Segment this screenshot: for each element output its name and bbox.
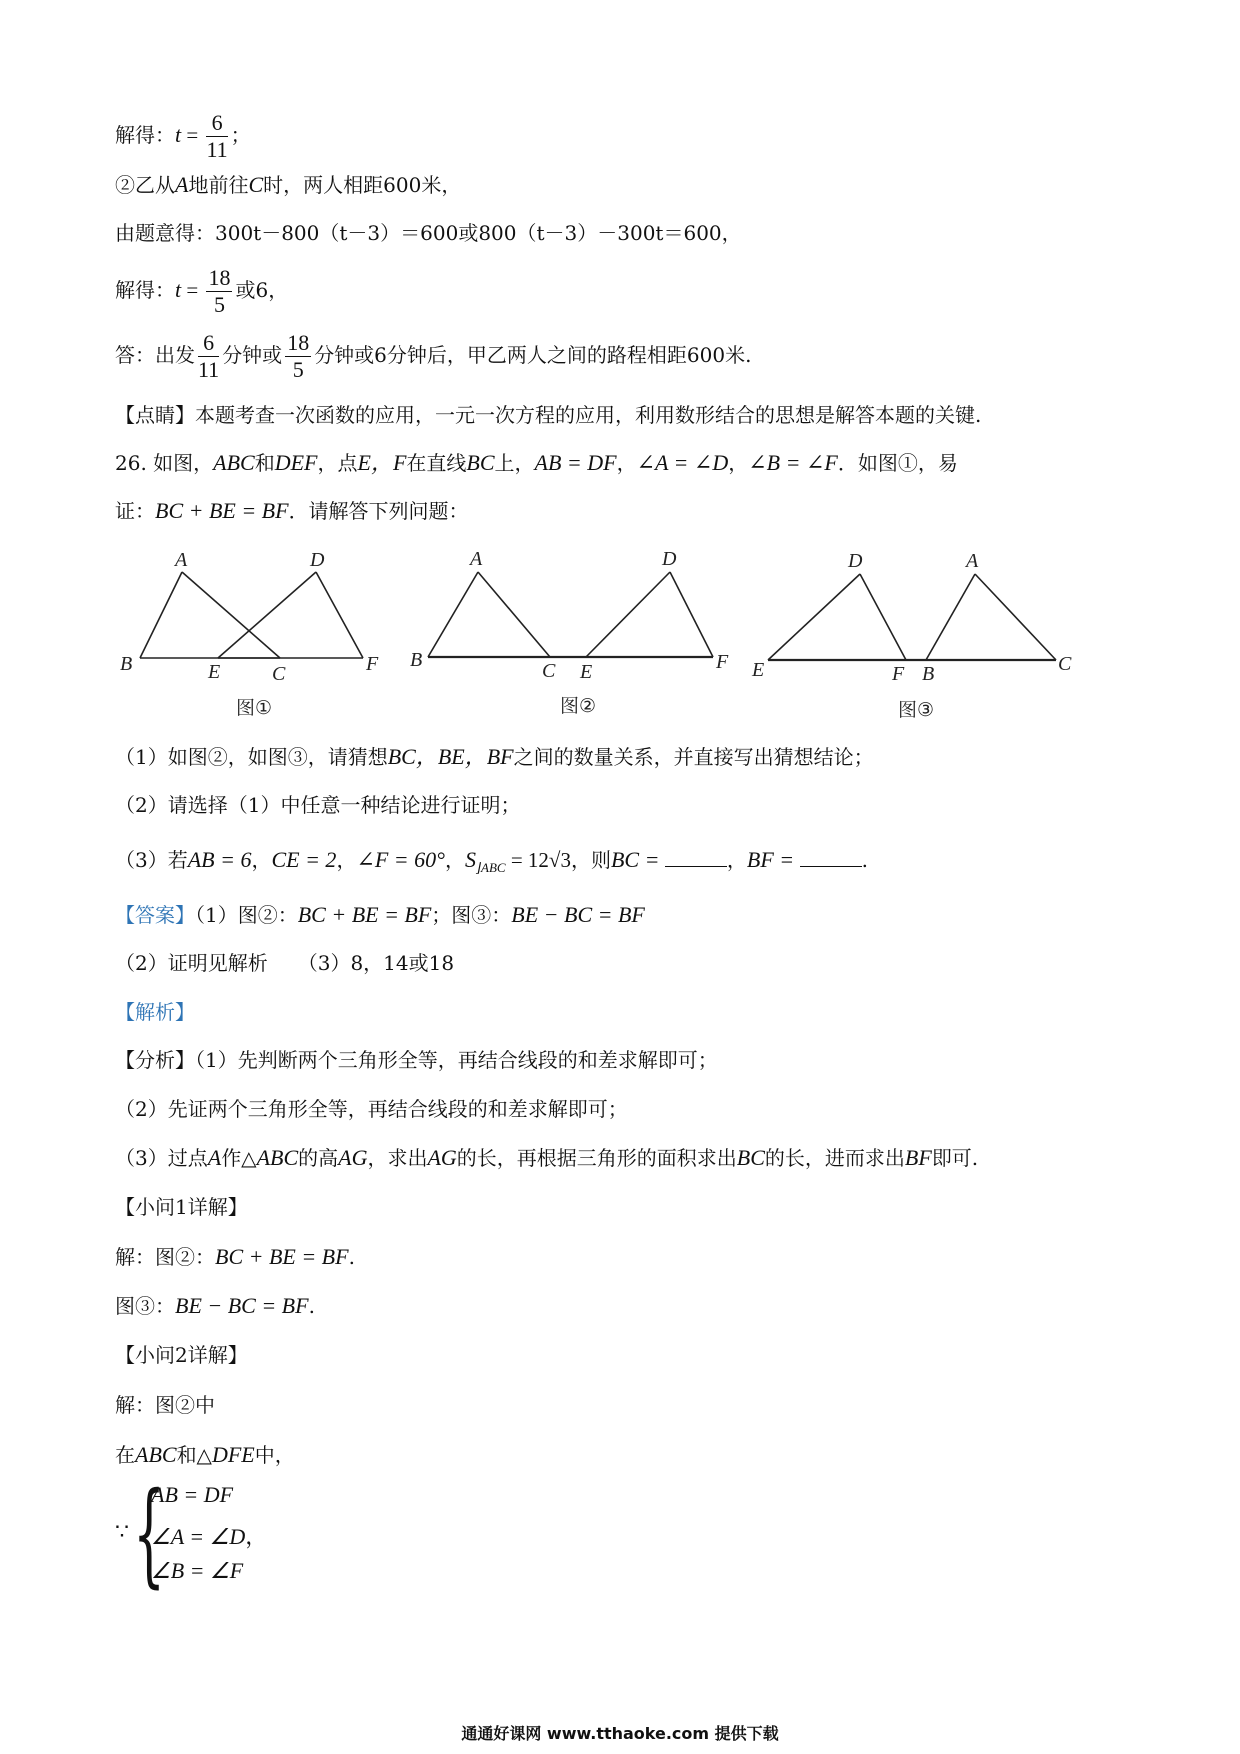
text: 解：图②： bbox=[115, 1245, 215, 1269]
question-1 bbox=[115, 742, 874, 772]
subquestion-1-heading: 【小问1详解】 bbox=[115, 1195, 248, 1219]
area-subscript: ⌋ABC bbox=[475, 860, 506, 875]
text: ．如图①，易 bbox=[837, 451, 958, 475]
denominator: 11 bbox=[206, 137, 228, 162]
text: . bbox=[861, 848, 869, 872]
text: 时，两人相距600米， bbox=[263, 173, 462, 197]
text: 之间的数量关系，并直接写出猜想结论； bbox=[513, 745, 874, 769]
fig3-label-A: A bbox=[966, 550, 979, 572]
analysis-tag: 【解析】 bbox=[115, 1000, 195, 1024]
math: BE − BC = BF bbox=[511, 902, 645, 927]
math: ABC bbox=[135, 1442, 177, 1467]
text: 地前往 bbox=[188, 173, 249, 197]
math: ABC bbox=[256, 1145, 299, 1170]
figure-2 bbox=[428, 572, 713, 657]
math: ∠A = ∠D bbox=[151, 1524, 246, 1549]
math: BF bbox=[904, 1145, 932, 1170]
math: AB = DF bbox=[534, 450, 617, 475]
analysis-1: 【分析】（1）先判断两个三角形全等，再结合线段的和差求解即可； bbox=[115, 1048, 718, 1072]
text: 上， bbox=[494, 451, 535, 475]
text: （1）图②： bbox=[195, 903, 298, 927]
fraction bbox=[198, 330, 219, 383]
fraction bbox=[285, 330, 311, 383]
math: = 12√3 bbox=[505, 848, 571, 872]
fig1-label-A: A bbox=[175, 549, 188, 571]
text: ， bbox=[245, 1524, 268, 1549]
analysis-2: （2）先证两个三角形全等，再结合线段的和差求解即可； bbox=[115, 1097, 628, 1121]
fig3-label-C: C bbox=[1058, 653, 1072, 675]
system-row-2 bbox=[151, 1520, 267, 1551]
answer-line bbox=[115, 330, 751, 383]
var-t: t bbox=[175, 277, 182, 302]
solution-1-line-2 bbox=[115, 1291, 315, 1321]
math: BC，BE，BF bbox=[387, 744, 514, 769]
text: 和△ bbox=[176, 1443, 212, 1467]
numerator: 18 bbox=[208, 265, 231, 290]
math: DEF bbox=[274, 450, 318, 475]
fig2-caption: 图② bbox=[560, 695, 597, 717]
fig1-label-C: C bbox=[272, 663, 286, 685]
math: ∠B = ∠F bbox=[748, 450, 838, 475]
text: 答：出发 bbox=[115, 343, 195, 367]
fig2-label-C: C bbox=[542, 660, 556, 682]
text: 中， bbox=[254, 1443, 295, 1467]
answer-blank-bc[interactable] bbox=[665, 848, 727, 867]
math: BE − BC = BF bbox=[175, 1293, 309, 1318]
fig3-caption: 图③ bbox=[898, 699, 935, 721]
question-3 bbox=[115, 845, 868, 883]
math: BC + BE = BF bbox=[297, 902, 432, 927]
text: 在 bbox=[115, 1443, 135, 1467]
text: . bbox=[348, 1245, 355, 1269]
comment-line: 【点睛】本题考查一次函数的应用，一元一次方程的应用，利用数形结合的思想是解答本题的关键. bbox=[115, 403, 982, 427]
equals: = bbox=[181, 278, 204, 302]
fig1-label-E: E bbox=[208, 661, 221, 683]
solution-line-3: 由题意得：300t－800（t－3）＝600或800（t－3）－300t＝600， bbox=[115, 221, 742, 245]
fig2-label-F: F bbox=[716, 651, 729, 673]
var-t: t bbox=[175, 122, 182, 147]
text: 分钟或 bbox=[222, 343, 283, 367]
fraction bbox=[206, 110, 227, 163]
text: ， bbox=[251, 848, 272, 872]
text: 的长，进而求出 bbox=[764, 1146, 905, 1170]
text: 图③： bbox=[115, 1294, 175, 1318]
problem-26-line-1 bbox=[115, 448, 958, 478]
point-A: A bbox=[175, 172, 189, 197]
question-2: （2）请选择（1）中任意一种结论进行证明； bbox=[115, 793, 521, 817]
text: ，点 bbox=[317, 451, 358, 475]
text: 解得： bbox=[115, 123, 175, 147]
solution-2-line-2 bbox=[115, 1440, 295, 1470]
text: 作△ bbox=[221, 1146, 257, 1170]
fig2-label-E: E bbox=[580, 661, 593, 683]
analysis-3 bbox=[115, 1143, 978, 1173]
left-brace-icon: { bbox=[133, 1469, 166, 1599]
text: ；图③： bbox=[431, 903, 512, 927]
solution-1-line-1 bbox=[115, 1242, 355, 1272]
text: 即可. bbox=[931, 1146, 979, 1170]
text: 分钟或6分钟后，甲乙两人之间的路程相距600米. bbox=[314, 343, 752, 367]
math: CE = 2 bbox=[271, 847, 337, 872]
denominator: 5 bbox=[213, 292, 225, 317]
fig1-label-F: F bbox=[366, 653, 379, 675]
answer-tag: 【答案】 bbox=[115, 903, 195, 927]
fig1-label-B: B bbox=[120, 653, 133, 675]
text: ， bbox=[336, 848, 357, 872]
solution-line-2 bbox=[115, 170, 461, 200]
math: ABC bbox=[213, 450, 255, 475]
math: BF = bbox=[746, 847, 800, 872]
text: （1）如图②，如图③，请猜想 bbox=[115, 745, 388, 769]
text: ， bbox=[726, 848, 747, 872]
figure-1 bbox=[140, 572, 363, 658]
fig3-label-D: D bbox=[848, 550, 863, 572]
text: ②乙从 bbox=[115, 173, 175, 197]
text: 26. 如图， bbox=[115, 451, 214, 475]
fraction bbox=[206, 265, 232, 318]
fig2-label-B: B bbox=[410, 649, 423, 671]
numerator: 6 bbox=[206, 110, 227, 137]
subquestion-2-heading: 【小问2详解】 bbox=[115, 1343, 248, 1367]
numerator: 6 bbox=[198, 330, 219, 357]
geometry-figures bbox=[0, 542, 1240, 742]
answer-section bbox=[115, 900, 645, 930]
math: BC + BE = BF bbox=[155, 498, 289, 523]
math: AG bbox=[338, 1145, 368, 1170]
text: ； bbox=[230, 123, 251, 147]
text: ，则 bbox=[570, 848, 611, 872]
figure-3 bbox=[768, 574, 1056, 660]
fig2-label-A: A bbox=[470, 548, 483, 570]
fig3-label-B: B bbox=[922, 663, 935, 685]
math: BC = bbox=[610, 847, 665, 872]
solution-line-4 bbox=[115, 265, 288, 318]
math: ∠F = 60° bbox=[356, 847, 445, 872]
denominator: 5 bbox=[292, 357, 304, 382]
page-footer: 通通好课网 www.tthaoke.com 提供下载 bbox=[461, 1724, 779, 1743]
point-C: C bbox=[248, 172, 264, 197]
fig3-label-E: E bbox=[752, 659, 765, 681]
fig1-label-D: D bbox=[310, 549, 325, 571]
area-symbol: S bbox=[464, 847, 476, 872]
solution-2-line-1: 解：图②中 bbox=[115, 1393, 215, 1417]
fig1-caption: 图① bbox=[236, 697, 273, 719]
numerator: 18 bbox=[287, 330, 310, 355]
math: BC + BE = BF bbox=[215, 1244, 349, 1269]
problem-26-line-2 bbox=[115, 496, 469, 526]
text: ．请解答下列问题： bbox=[288, 499, 469, 523]
text: 证： bbox=[115, 499, 155, 523]
text: . bbox=[308, 1294, 315, 1318]
text: 和 bbox=[254, 451, 275, 475]
text: ， bbox=[444, 848, 465, 872]
math: A bbox=[207, 1145, 222, 1170]
system-row-3: ∠B = ∠F bbox=[151, 1558, 244, 1583]
fig3-label-F: F bbox=[892, 663, 905, 685]
text: （3）过点 bbox=[115, 1146, 208, 1170]
solution-line-1 bbox=[115, 110, 251, 163]
because-symbol: ∵ bbox=[115, 1520, 129, 1545]
text: 或6， bbox=[235, 278, 289, 302]
math: AB = 6 bbox=[187, 847, 252, 872]
math: AG bbox=[427, 1145, 457, 1170]
text: ， bbox=[728, 451, 749, 475]
text: ， bbox=[616, 451, 637, 475]
text: 的长，再根据三角形的面积求出 bbox=[456, 1146, 737, 1170]
text: 在直线 bbox=[406, 451, 467, 475]
text: 的高 bbox=[298, 1146, 339, 1170]
math: BC bbox=[466, 450, 495, 475]
text: （3）若 bbox=[115, 848, 188, 872]
math: BC bbox=[736, 1145, 765, 1170]
denominator: 11 bbox=[198, 357, 220, 382]
equals: = bbox=[181, 123, 204, 147]
answer-blank-bf[interactable] bbox=[800, 848, 862, 867]
math: DFE bbox=[211, 1442, 255, 1467]
fig2-label-D: D bbox=[662, 548, 677, 570]
system-row-1: AB = DF bbox=[151, 1482, 234, 1507]
text: 解得： bbox=[115, 278, 175, 302]
text: ，求出 bbox=[367, 1146, 428, 1170]
equation-system bbox=[115, 1469, 375, 1599]
math: ∠A = ∠D bbox=[636, 450, 729, 475]
answer-line-2: （2）证明见解析 （3）8，14或18 bbox=[115, 951, 455, 975]
math: E，F bbox=[357, 450, 407, 475]
